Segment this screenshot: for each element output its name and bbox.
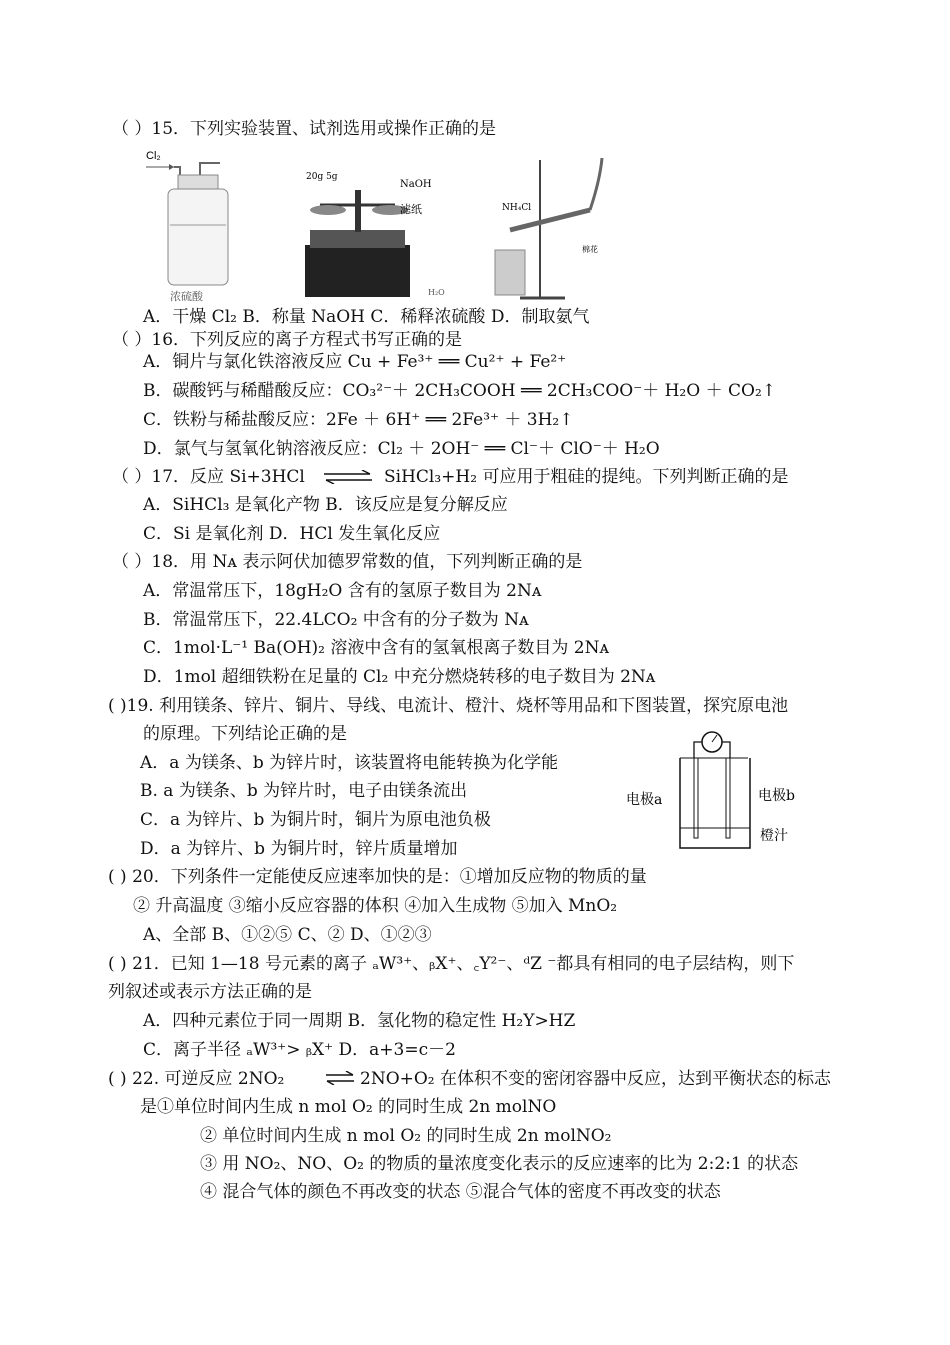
- q16-option-d: D．氯气与氢氧化钠溶液反应：Cl₂ ＋ 2OH⁻ ══ Cl⁻＋ ClO⁻＋ H₂O: [143, 439, 660, 459]
- q21-options-ab: A．四种元素位于同一周期 B．氢化物的稳定性 H₂Y>HZ: [143, 1011, 576, 1031]
- q21-options-cd: C．离子半径 ₐW³⁺> ᵦX⁺ D．a+3=c－2: [143, 1040, 456, 1060]
- ammonia-apparatus-figure: [490, 150, 620, 305]
- q17-stem-b: SiHCl₃+H₂ 可应用于粗硅的提纯。下列判断正确的是: [384, 467, 789, 487]
- q17-options-ab: A．SiHCl₃ 是氧化产物 B．该反应是复分解反应: [143, 495, 508, 515]
- q22-stem-a: ( ) 22. 可逆反应 2NO₂: [108, 1069, 285, 1089]
- q15-options: A．干燥 Cl₂ B．称量 NaOH C．稀释浓硫酸 D．制取氨气: [143, 307, 590, 327]
- orange-juice-label: 橙汁: [760, 828, 788, 844]
- q19-stem-2: 的原理。下列结论正确的是: [143, 724, 347, 744]
- electrode-a-label: 电极a: [626, 792, 663, 808]
- q22-condition-4-5: ④ 混合气体的颜色不再改变的状态 ⑤混合气体的密度不再改变的状态: [200, 1182, 721, 1202]
- cotton-label: 棉花: [582, 245, 598, 254]
- weights-label: 20g 5g: [306, 172, 338, 182]
- q18-option-b: B．常温常压下，22.4LCO₂ 中含有的分子数为 Nᴀ: [143, 610, 529, 630]
- q16-option-c: C．铁粉与稀盐酸反应：2Fe ＋ 6H⁺ ══ 2Fe³⁺ ＋ 3H₂↑: [143, 410, 574, 430]
- paper-label: 滤纸: [400, 203, 422, 216]
- q16-option-a: A．铜片与氯化铁溶液反应 Cu + Fe³⁺ ══ Cu²⁺ + Fe²⁺: [143, 352, 567, 372]
- cl2-label: Cl₂: [146, 150, 161, 162]
- q22-condition-1: 是①单位时间内生成 n mol O₂ 的同时生成 2n molNO: [140, 1097, 557, 1117]
- q18-option-d: D．1mol 超细铁粉在足量的 Cl₂ 中充分燃烧转移的电子数目为 2Nᴀ: [143, 667, 656, 687]
- q19-stem-1: ( )19. 利用镁条、锌片、铜片、导线、电流计、橙汁、烧杯等用品和下图装置，探究原电池: [108, 696, 789, 716]
- q15-stem: （ ）15．下列实验装置、试剂选用或操作正确的是: [112, 119, 497, 139]
- naoh-label: NaOH: [400, 179, 432, 190]
- q17-stem-a: （ ）17．反应 Si+3HCl: [112, 467, 305, 487]
- q19-option-a: A．a 为镁条、b 为锌片时，该装置将电能转换为化学能: [140, 753, 559, 773]
- q21-stem-1: ( ) 21．已知 1—18 号元素的离子 ₐW³⁺、ᵦX⁺、꜀Y²⁻、ᵈZ ⁻都具有相同的电子层结构，则下: [108, 954, 795, 974]
- q17-options-cd: C．Si 是氧化剂 D．HCl 发生氧化反应: [143, 524, 441, 544]
- q16-stem: （ ）16．下列反应的离子方程式书写正确的是: [112, 330, 463, 350]
- h2o-label: H₂O: [428, 288, 445, 297]
- balance-figure: [300, 165, 470, 300]
- electrode-b-label: 电极b: [758, 788, 795, 804]
- q19-option-c: C．a 为锌片、b 为铜片时，铜片为原电池负极: [140, 810, 491, 830]
- q19-option-b: B. a 为镁条、b 为锌片时，电子由镁条流出: [140, 781, 468, 801]
- equilibrium-arrow-icon: [322, 470, 374, 484]
- q22-stem-b: 2NO+O₂ 在体积不变的密闭容器中反应，达到平衡状态的标志: [360, 1069, 832, 1089]
- q18-option-a: A．常温常压下，18gH₂O 含有的氢原子数目为 2Nᴀ: [143, 581, 542, 601]
- equilibrium-arrow-icon: [324, 1071, 356, 1085]
- q18-option-c: C．1mol·L⁻¹ Ba(OH)₂ 溶液中含有的氢氧根离子数目为 2Nᴀ: [143, 638, 610, 658]
- galvanic-cell-figure: [620, 728, 820, 863]
- gas-washing-bottle-figure: [140, 145, 240, 305]
- q22-condition-3: ③ 用 NO₂、NO、O₂ 的物质的量浓度变化表示的反应速率的比为 2:2:1 的状态: [200, 1154, 799, 1174]
- q18-stem: （ ）18．用 Nᴀ 表示阿伏加德罗常数的值，下列判断正确的是: [112, 552, 583, 572]
- q16-option-b: B．碳酸钙与稀醋酸反应：CO₃²⁻＋ 2CH₃COOH ══ 2CH₃COO⁻＋ H₂O ＋ CO₂↑: [143, 381, 777, 401]
- q21-stem-2: 列叙述或表示方法正确的是: [108, 982, 312, 1002]
- acid-label: 浓硫酸: [170, 290, 203, 303]
- q20-stem: ( ) 20．下列条件一定能使反应速率加快的是：①增加反应物的物质的量: [108, 867, 647, 887]
- q20-conditions: ② 升高温度 ③缩小反应容器的体积 ④加入生成物 ⑤加入 MnO₂: [133, 896, 618, 916]
- q22-condition-2: ② 单位时间内生成 n mol O₂ 的同时生成 2n molNO₂: [200, 1126, 612, 1146]
- q19-option-d: D．a 为锌片、b 为铜片时，锌片质量增加: [140, 839, 458, 859]
- q20-options: A、全部 B、①②⑤ C、② D、①②③: [143, 925, 432, 945]
- nh4cl-label: NH₄Cl: [502, 203, 532, 213]
